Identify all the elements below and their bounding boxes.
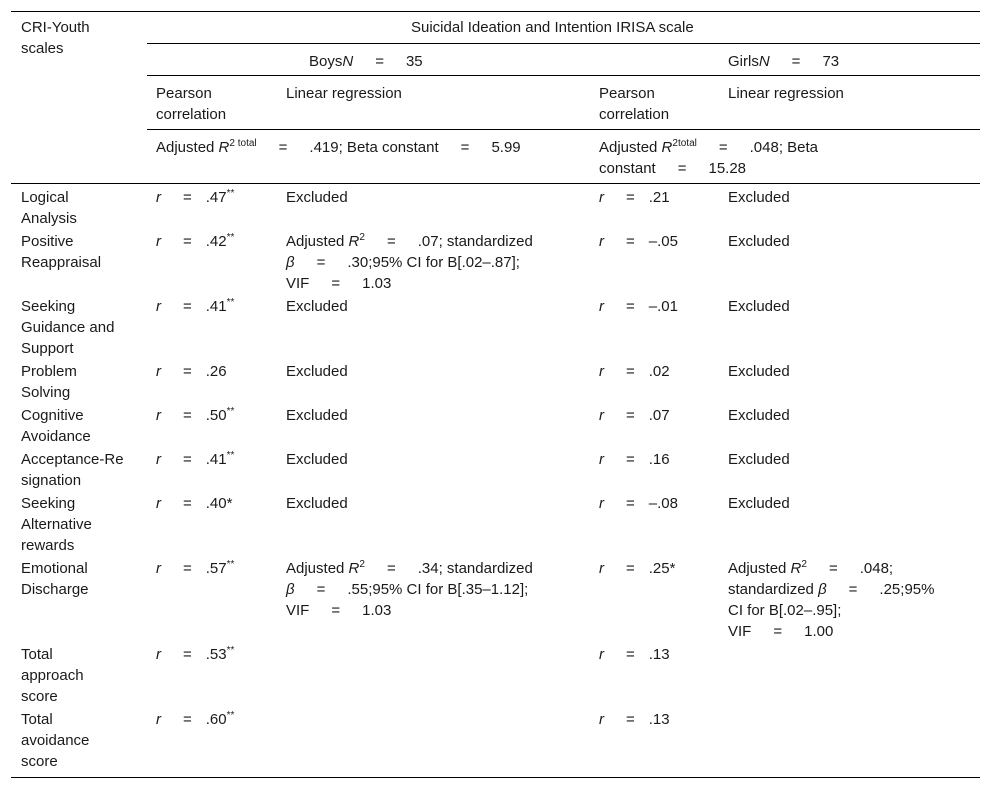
subheader-rule [147,129,980,130]
header-cri-youth-scales: CRI-Youth scales [21,19,90,57]
boys-label: Boys [309,53,343,70]
scale-positive-reappraisal: Positive Reappraisal [21,233,102,271]
boys-r-seeking-guidance: r = .41** [156,297,235,315]
boys-r-cognitive-avoidance: r = .50** [156,406,235,424]
girls-n-eq: = [791,53,801,70]
boys-reg-positive-reappraisal: Adjusted $R^2 = .07$; standardized β = .30;95% CI for B[.02–.87]; VIF = 1.03 [286,232,533,292]
scale-emotional-discharge: Emotional Discharge [21,560,89,598]
group-rule [147,75,980,76]
boys-n-eq: = [375,53,384,70]
header-boys-model: Adjusted $R^{2 total} = .419$; Beta constant = 5.99 [156,138,521,156]
boys-r-seeking-alternative-rewards: r = .40* [156,495,233,512]
girls-label: Girls [728,53,759,70]
girls-r-emotional-discharge: r = .25* [599,560,676,577]
results-table [11,11,980,778]
boys-reg-seeking-alternative-rewards: Excluded [286,495,348,512]
boys-r-logical-analysis: r = .47** [156,188,235,206]
girls-r-acceptance-resignation: r = .16 [599,451,670,468]
girls-reg-seeking-guidance: Excluded [728,298,790,315]
boys-r-acceptance-resignation: r = .41** [156,450,235,468]
girls-r-positive-reappraisal: r = –.05 [599,233,678,250]
scale-seeking-alternative-rewards: Seeking Alternative rewards [21,495,92,554]
header-girls-model: Adjusted $R^{2total} = .048$; Beta constant = 15.28 [599,138,819,177]
scale-problem-solving: Problem Solving [21,363,77,401]
header-boys-n [309,51,423,72]
scale-seeking-guidance: Seeking Guidance and Support [21,298,115,357]
girls-r-logical-analysis: r = .21 [599,189,670,206]
girls-reg-problem-solving: Excluded [728,363,790,380]
scale-logical-analysis: Logical Analysis [21,189,77,227]
header-girls-pearson: Pearson correlation [599,85,670,123]
girls-reg-positive-reappraisal: Excluded [728,233,790,250]
boys-n-value: 35 [405,53,423,70]
girls-r-seeking-alternative-rewards: r = –.08 [599,495,678,512]
header-boys-linear: Linear regression [286,85,402,102]
boys-r-total-approach-score: r = .53** [156,645,235,663]
boys-reg-problem-solving: Excluded [286,363,348,380]
girls-r-problem-solving: r = .02 [599,363,670,380]
girls-r-seeking-guidance: r = –.01 [599,298,678,315]
boys-r-positive-reappraisal: r = .42** [156,232,235,250]
boys-n-symbol: N [342,53,354,70]
girls-r-total-avoidance-score: r = .13 [599,711,670,728]
girls-r-cognitive-avoidance: r = .07 [599,407,670,424]
boys-reg-logical-analysis: Excluded [286,189,348,206]
boys-r-problem-solving: r = .26 [156,363,227,380]
scale-title-rule [147,43,980,44]
header-boys-pearson: Pearson correlation [156,85,227,123]
header-girls-n [728,51,839,72]
girls-reg-emotional-discharge: Adjusted $R^2 = .048$; standardized β = .25;95% CI for B[.02–.95]; VIF = 1.00 [728,559,935,640]
girls-reg-logical-analysis: Excluded [728,189,790,206]
boys-r-emotional-discharge: r = .57** [156,559,235,577]
table-bottom-rule [11,777,980,778]
boys-reg-emotional-discharge: Adjusted $R^2 = .34$; standardized β = .55;95% CI for B[.35–1.12]; VIF = 1.03 [286,559,533,619]
scale-cognitive-avoidance: Cognitive Avoidance [21,407,91,445]
scale-acceptance-resignation: Acceptance-Resignation [21,451,124,489]
header-scale-title: Suicidal Ideation and Intention IRISA scale [411,19,694,36]
girls-r-total-approach-score: r = .13 [599,646,670,663]
boys-reg-cognitive-avoidance: Excluded [286,407,348,424]
header-bottom-rule [11,183,980,184]
girls-reg-acceptance-resignation: Excluded [728,451,790,468]
girls-reg-cognitive-avoidance: Excluded [728,407,790,424]
girls-n-value: 73 [822,53,840,70]
boys-r-total-avoidance-score: r = .60** [156,710,235,728]
girls-reg-seeking-alternative-rewards: Excluded [728,495,790,512]
boys-reg-acceptance-resignation: Excluded [286,451,348,468]
header-girls-linear: Linear regression [728,85,844,102]
girls-n-symbol: N [758,53,770,70]
scale-total-avoidance-score: Total avoidance score [21,711,90,770]
boys-reg-seeking-guidance: Excluded [286,298,348,315]
scale-total-approach-score: Total approach score [21,646,84,705]
table-top-rule [11,11,980,12]
